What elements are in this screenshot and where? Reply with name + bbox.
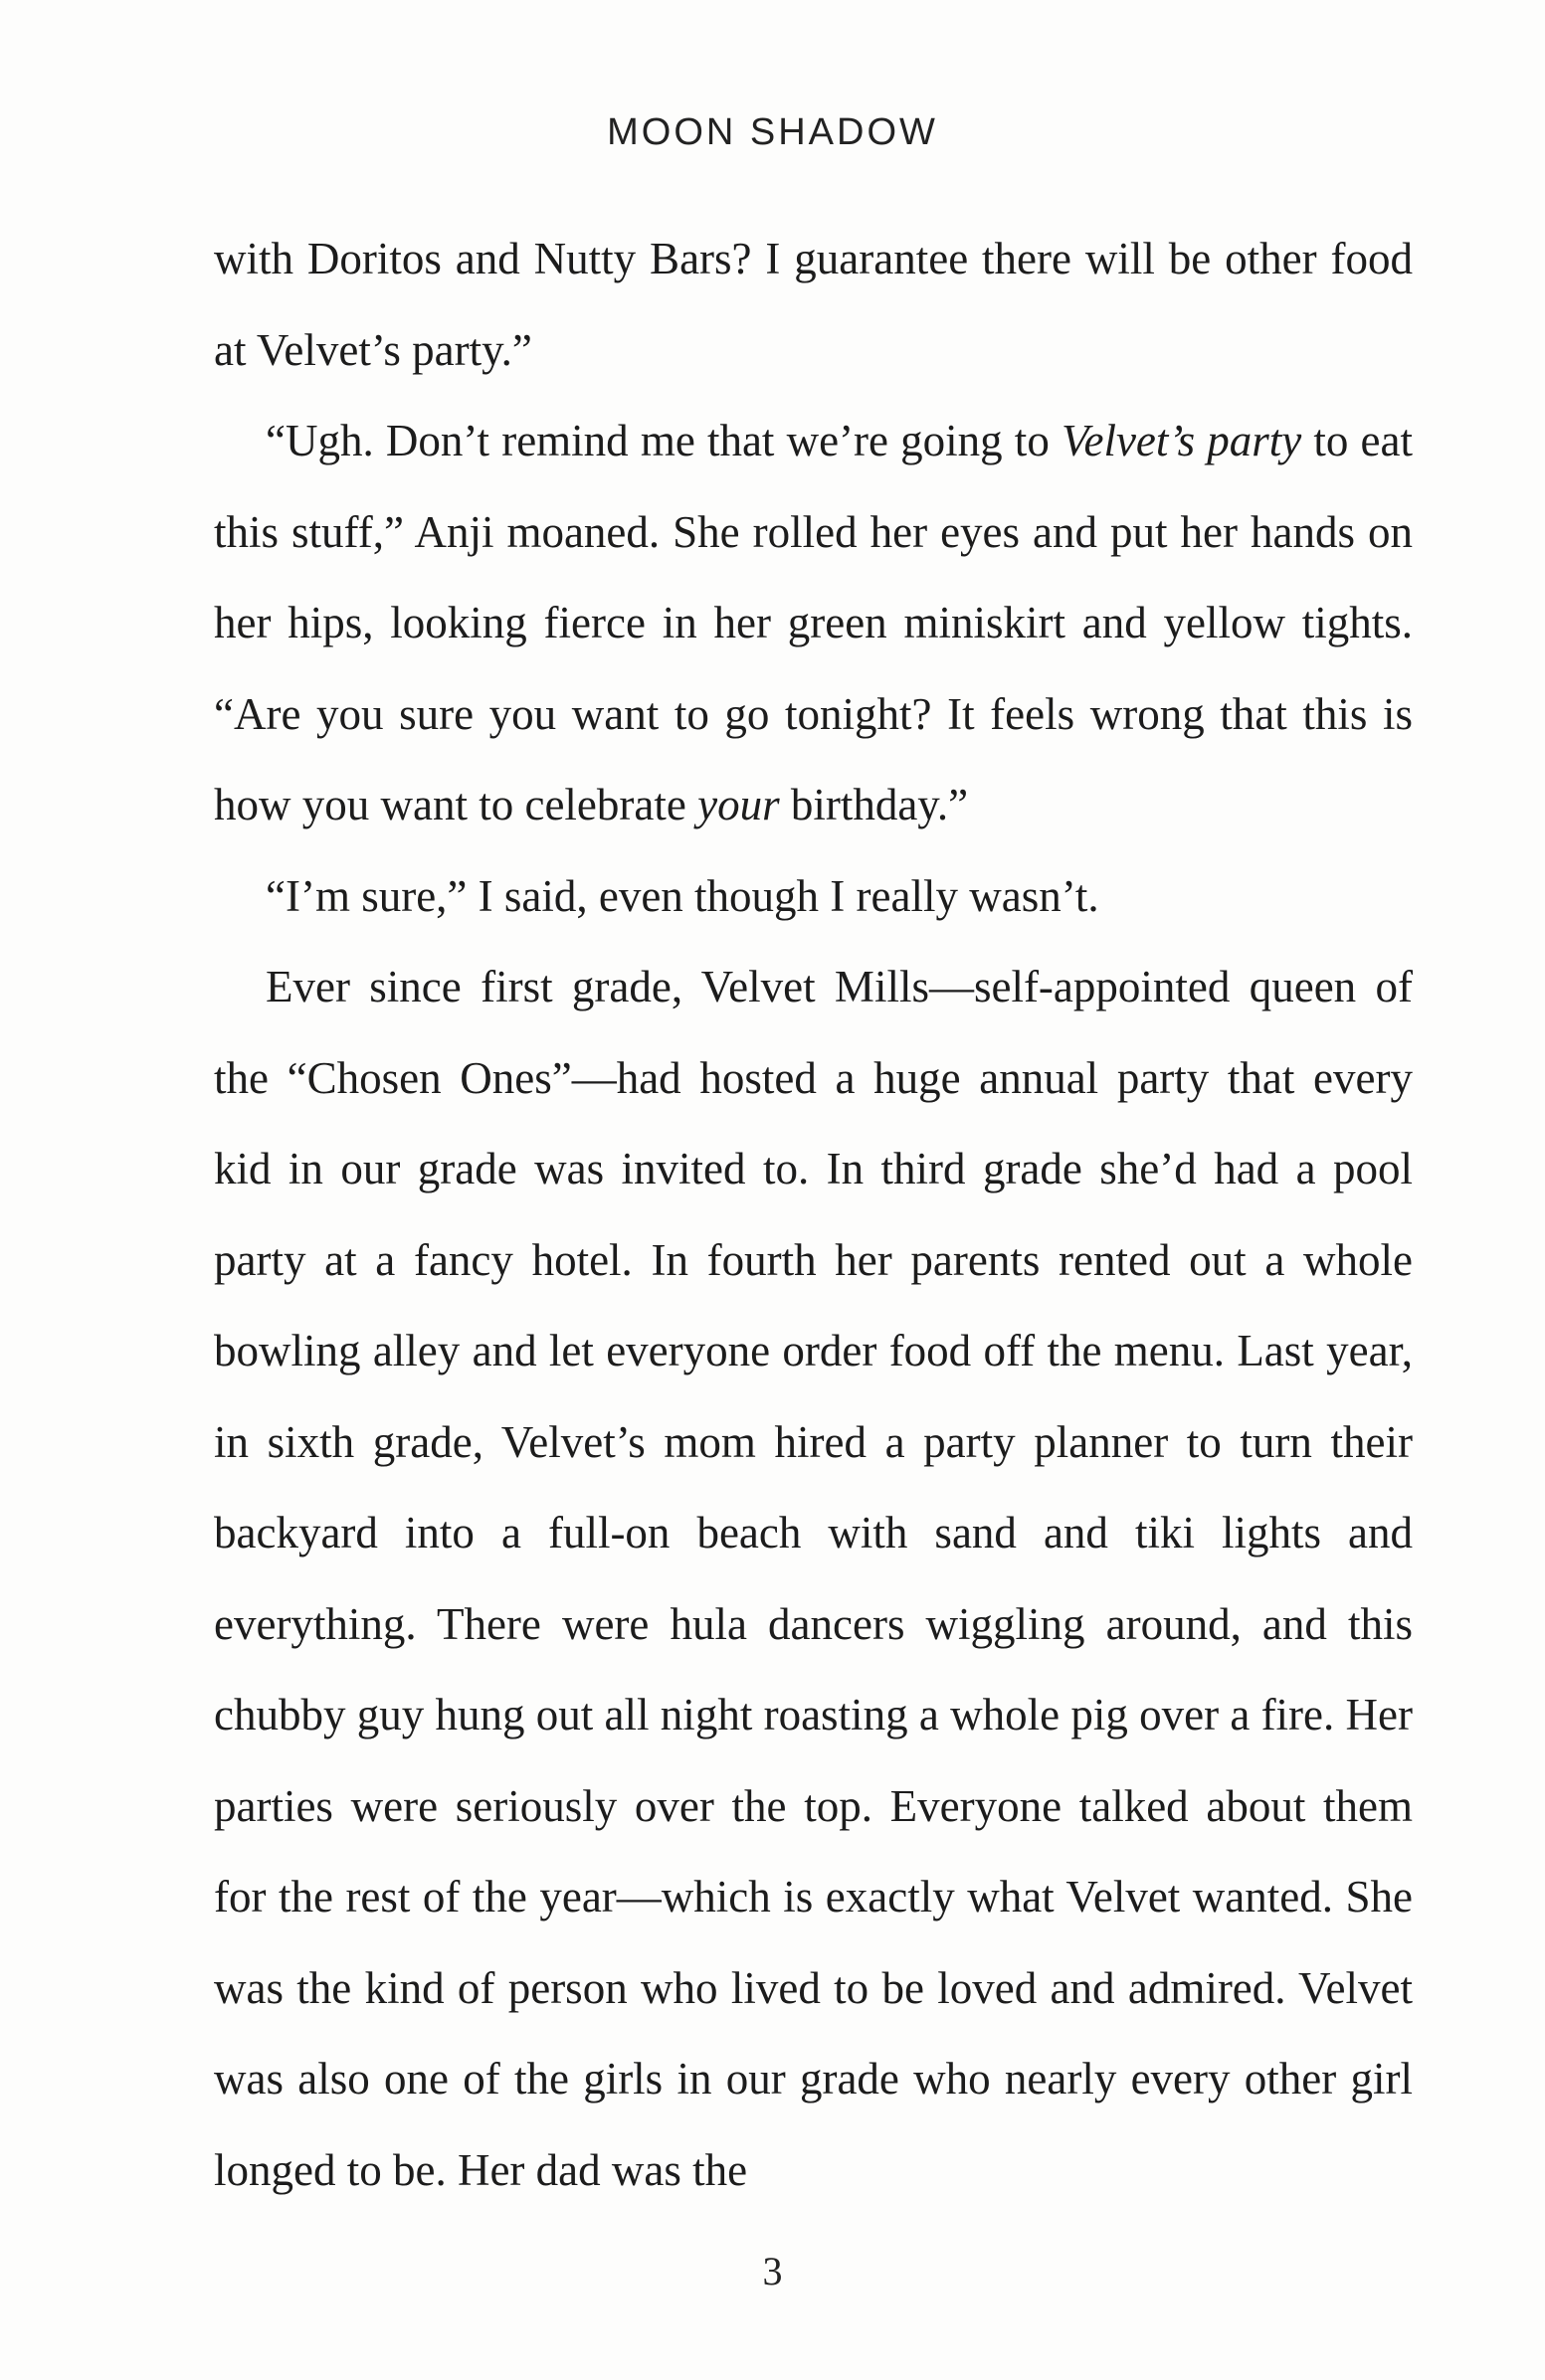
paragraph-text: “Ugh. Don’t remind me that we’re going to bbox=[266, 416, 1062, 465]
body-text bbox=[214, 214, 1413, 2216]
paragraph-3 bbox=[214, 851, 1413, 943]
paragraph-text: with Doritos and Nutty Bars? I guarantee there will be other food at Velvet’s party.” bbox=[214, 234, 1413, 375]
italic-text: Velvet’s party bbox=[1061, 416, 1302, 465]
paragraph-text: to eat this stuff,” Anji moaned. She rolled her eyes and put her hands on her hips, looking fierce in her green miniskirt and yellow tights. “Are you sure you want to go tonight? It feels wrong that this is how you want to celebrate bbox=[214, 416, 1413, 829]
paragraph-text: “I’m sure,” I said, even though I really wasn’t. bbox=[266, 870, 1099, 921]
running-head: MOON SHADOW bbox=[607, 111, 938, 153]
paragraph-1 bbox=[214, 214, 1413, 396]
paragraph-4 bbox=[214, 942, 1413, 2216]
paragraph-text: Ever since first grade, Velvet Mills—self-appointed queen of the “Chosen Ones”—had hosted a huge annual party that every kid in our grade was invited to. In third grade she’d had a pool party at a fancy hotel. In fourth her parents rented out a whole bowling alley and let everyone order food off the menu. Last year, in sixth grade, Velvet’s mom hired a party planner to turn their backyard into a full-on beach with sand and tiki lights and everything. There were hula dancers wiggling around, and this chubby guy hung out all night roasting a whole pig over a fire. Her parties were seriously over the top. Everyone talked about them for the rest of the year—which is exactly what Velvet wanted. She was the kind of person who lived to be loved and admired. Velvet was also one of the girls in our grade who nearly every other girl longed to be. Her dad was the bbox=[214, 962, 1413, 2195]
paragraph-2 bbox=[214, 396, 1413, 851]
paragraph-text: birthday.” bbox=[779, 780, 969, 829]
page-number: 3 bbox=[762, 2249, 783, 2293]
italic-text: your bbox=[697, 780, 780, 829]
